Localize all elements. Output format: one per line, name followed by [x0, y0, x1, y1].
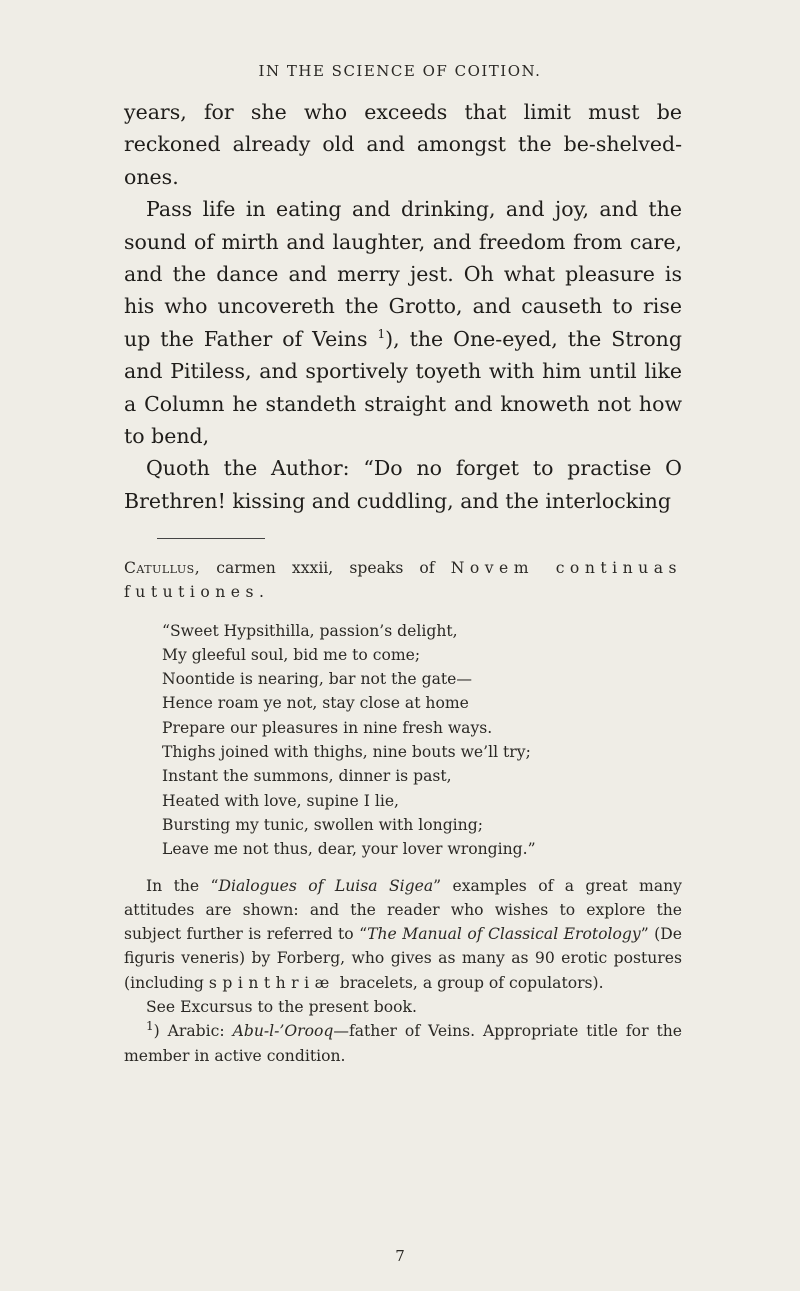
spinthriae-term: spinthriæ — [208, 973, 335, 992]
arabic-term: Abu-l-’Orooq — [232, 1022, 334, 1041]
dialogues-text-a: In the “ — [146, 876, 219, 895]
footnote-ref-1: 1 — [377, 327, 386, 342]
paragraph-2 — [124, 193, 682, 452]
catullus-latin: Novem continuas fututiones. — [124, 559, 682, 602]
poem-line: “Sweet Hypsithilla, passion’s delight, — [162, 621, 458, 640]
running-head: IN THE SCIENCE OF COITION. — [258, 62, 542, 80]
poem-line: Leave me not thus, dear, your lover wronging.” — [162, 840, 536, 859]
poem-line: Instant the summons, dinner is past, — [162, 767, 452, 786]
poem-line: Bursting my tunic, swollen with longing; — [162, 815, 483, 834]
poem-line: Thighs joined with thighs, nine bouts we’ll try; — [162, 743, 531, 762]
paragraph-2-part-b: ), the One-eyed, the Strong and Pitiless, and sportively toyeth with him until like a Column he standeth straight and knoweth not how to bend, — [124, 326, 682, 449]
main-text — [124, 96, 682, 517]
poem-line: Heated with love, supine I lie, — [162, 791, 400, 810]
footnotes — [124, 556, 682, 1068]
footnote-divider — [157, 538, 265, 539]
paragraph-1: years, for she who exceeds that limit must be reckoned already old and amongst the be-shelved-ones. — [124, 100, 682, 189]
poem-line: Prepare our pleasures in nine fresh ways. — [162, 718, 493, 737]
excursus-note: See Excursus to the present book. — [146, 998, 417, 1017]
catullus-note — [124, 556, 682, 605]
footnote-1-marker: 1 — [146, 1019, 154, 1034]
footnote-1 — [124, 1019, 682, 1068]
manual-title: The Manual of Classical Erotology — [367, 925, 641, 944]
paragraph-3: Quoth the Author: “Do no forget to practise O Brethren! kissing and cuddling, and the interlocking — [124, 456, 682, 513]
dialogues-text-c: ” (De figuris veneris) by Forberg, who gives as many as 90 erotic postures (including — [124, 925, 682, 992]
poem-line: Noontide is nearing, bar not the gate— — [162, 670, 472, 689]
page-number: 7 — [395, 1247, 405, 1265]
poem — [162, 619, 682, 862]
dialogues-note — [124, 874, 682, 995]
poem-line: Hence roam ye not, stay close at home — [162, 694, 469, 713]
catullus-name: Catullus, — [124, 559, 201, 577]
footnote-1-text-b: —father of Veins. Appropriate title for the member in active condition. — [124, 1022, 682, 1065]
dialogues-text-b: ” examples of a great many attitudes are shown: and the reader who wishes to explore the subject further is referred to “ — [124, 876, 682, 944]
dialogues-title: Dialogues of Luisa Sigea — [218, 876, 434, 895]
dialogues-text-d: bracelets, a group of copulators). — [334, 973, 604, 992]
paragraph-2-part-a: Pass life in eating and drinking, and joy, and the sound of mirth and laughter, and freedom from care, and the dance and merry jest. Oh what pleasure is his who uncovereth the Grotto, and causeth to rise up the Father of Veins — [124, 197, 682, 351]
footnote-1-text-a: ) Arabic: — [153, 1022, 233, 1041]
catullus-rest: carmen xxxii, speaks of — [200, 559, 451, 577]
poem-line: My gleeful soul, bid me to come; — [162, 645, 421, 664]
